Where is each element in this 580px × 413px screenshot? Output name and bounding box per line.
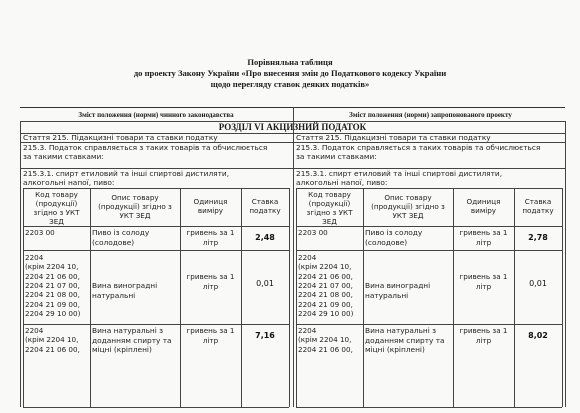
rule-line [23, 226, 289, 227]
table-cell-desc: натуральні [92, 290, 136, 300]
left-col-code: (продукції) [35, 199, 78, 208]
rule-line [453, 188, 454, 407]
left-subparagraph: 215.3.1. спирт етиловий та інші спиртові дистиляти, [23, 169, 230, 178]
rule-line [289, 188, 290, 407]
rule-line [296, 226, 562, 227]
table-cell-desc: доданням спирту та [92, 335, 172, 345]
left-paragraph: 215.3. Податок справляється з таких товарів та обчислюється [23, 143, 268, 152]
right-paragraph-cont: за такими ставками: [296, 152, 377, 161]
right-col-unit: Одиниця [466, 197, 501, 206]
table-cell-rate: 2,48 [255, 233, 275, 242]
table-cell-code: 2204 29 10 00) [298, 308, 354, 318]
rule-line [514, 188, 515, 407]
rule-line [241, 188, 242, 407]
doc-subtitle-line-2: щодо перегляду ставок деяких податків» [210, 79, 370, 89]
table-cell-rate: 8,02 [528, 331, 548, 340]
right-col-code: ЗЕД [322, 217, 337, 226]
left-col-desc: Опис товару [111, 193, 159, 202]
doc-title: Порівняльна таблиця [247, 57, 333, 67]
table-cell-unit: літр [202, 282, 219, 291]
rule-line [20, 121, 21, 407]
table-cell-unit: літр [475, 336, 492, 345]
table-cell-unit: гривень за 1 [459, 326, 508, 335]
rule-line [180, 188, 181, 407]
table-cell-desc: Вина натуральні з [92, 326, 164, 335]
left-col-code: ЗЕД [49, 217, 64, 226]
table-cell-code: 2204 21 06 00, [25, 344, 80, 354]
left-col-unit: Одиниця [193, 197, 228, 206]
table-cell-code: 2203 00 [25, 228, 55, 237]
table-cell-desc: Пиво із солоду [365, 228, 423, 237]
table-cell-unit: гривень за 1 [186, 272, 235, 281]
left-article: Стаття 215. Підакцизні товари та ставки податку [23, 133, 218, 142]
left-col-code: Код товару [35, 190, 78, 199]
table-cell-desc: (солодове) [365, 237, 408, 247]
right-paragraph: 215.3. Податок справляється з таких товарів та обчислюється [296, 143, 541, 152]
table-cell-code: 2204 21 08 00, [25, 290, 80, 300]
table-cell-code: (крім 2204 10, [298, 335, 352, 345]
doc-subtitle-line-1: до проекту Закону України «Про внесення змін до Податкового кодексу України [133, 68, 447, 78]
table-cell-code: 2204 21 07 00, [25, 280, 80, 290]
table-cell-unit: гривень за 1 [186, 326, 235, 335]
right-article: Стаття 215. Підакцизні товари та ставки податку [296, 133, 491, 142]
table-cell-desc: Пиво із солоду [92, 228, 150, 237]
left-col-rate: податку [249, 206, 281, 215]
rule-line [296, 324, 562, 325]
table-cell-code: 2204 21 08 00, [298, 290, 353, 300]
left-subparagraph-cont: алкогольні напої, пиво: [23, 178, 115, 187]
table-cell-code: 2204 21 07 00, [298, 280, 353, 290]
table-cell-code: 2204 21 09 00, [25, 299, 80, 309]
right-col-rate: Ставка [524, 197, 552, 206]
rule-line [23, 250, 289, 251]
right-col-desc: Опис товару [384, 193, 432, 202]
right-col-code: (продукції) [308, 199, 351, 208]
left-col-desc: УКТ ЗЕД [119, 211, 151, 220]
table-cell-unit: літр [475, 282, 492, 291]
rule-line [296, 188, 562, 189]
table-cell-unit: гривень за 1 [459, 272, 508, 281]
right-col-desc: (продукції) згідно з [371, 202, 445, 211]
table-cell-rate: 0,01 [529, 279, 547, 288]
table-cell-unit: літр [202, 238, 219, 247]
table-cell-unit: гривень за 1 [186, 228, 235, 237]
right-subparagraph: 215.3.1. спирт етиловий та інші спиртові дистиляти, [296, 169, 503, 178]
rule-line [562, 188, 563, 407]
table-cell-desc: міцні (кріплені) [365, 345, 425, 354]
table-cell-desc: (солодове) [92, 237, 135, 247]
table-cell-code: 2204 21 06 00, [25, 271, 80, 281]
rule-line [293, 121, 294, 407]
table-cell-unit: літр [202, 336, 219, 345]
table-cell-rate: 7,16 [255, 331, 275, 340]
rule-line [23, 407, 289, 408]
rule-line [90, 188, 91, 407]
table-cell-code: 2204 [298, 326, 317, 335]
left-paragraph-cont: за такими ставками: [23, 152, 104, 161]
right-col-desc: УКТ ЗЕД [392, 211, 424, 220]
table-cell-desc: Вина натуральні з [365, 326, 437, 335]
left-col-code: згідно з УКТ [33, 208, 80, 217]
table-cell-code: (крім 2204 10, [25, 262, 79, 272]
rule-line [296, 407, 562, 408]
table-cell-desc: Вина виноградні [92, 281, 158, 290]
table-cell-code: 2204 [25, 326, 44, 335]
left-col-desc: (продукції) згідно з [98, 202, 172, 211]
table-cell-rate: 0,01 [256, 279, 274, 288]
table-cell-code: 2204 21 06 00, [298, 271, 353, 281]
header-current: Зміст положення (норми) чинного законодавства [78, 111, 234, 119]
right-subparagraph-cont: алкогольні напої, пиво: [296, 178, 388, 187]
table-cell-desc: натуральні [365, 290, 409, 300]
right-col-code: згідно з УКТ [306, 208, 353, 217]
table-cell-desc: доданням спирту та [365, 335, 445, 345]
table-cell-rate: 2,78 [528, 233, 548, 242]
table-cell-desc: міцні (кріплені) [92, 345, 152, 354]
table-cell-code: 2204 21 06 00, [298, 344, 353, 354]
table-cell-code: 2204 [298, 253, 317, 262]
table-cell-code: (крім 2204 10, [298, 262, 352, 272]
table-cell-unit: гривень за 1 [459, 228, 508, 237]
left-col-unit: виміру [197, 206, 224, 215]
table-cell-desc: Вина виноградні [365, 281, 431, 290]
rule-line [23, 324, 289, 325]
table-cell-code: (крім 2204 10, [25, 335, 79, 345]
right-col-rate: податку [522, 206, 554, 215]
rule-line [23, 188, 289, 189]
table-cell-code: 2203 00 [298, 228, 328, 237]
rule-line [293, 107, 294, 121]
rule-line [363, 188, 364, 407]
left-col-rate: Ставка [251, 197, 279, 206]
rule-line [565, 121, 566, 407]
rule-line [296, 250, 562, 251]
table-cell-code: 2204 [25, 253, 44, 262]
right-col-unit: виміру [470, 206, 497, 215]
right-col-code: Код товару [308, 190, 351, 199]
table-cell-code: 2204 29 10 00) [25, 308, 81, 318]
section-title: РОЗДІЛ VI АКЦИЗНИЙ ПОДАТОК [218, 122, 367, 132]
table-cell-code: 2204 21 09 00, [298, 299, 353, 309]
header-proposed: Зміст положення (норми) запропонованого проекту [349, 111, 512, 119]
table-cell-unit: літр [475, 238, 492, 247]
